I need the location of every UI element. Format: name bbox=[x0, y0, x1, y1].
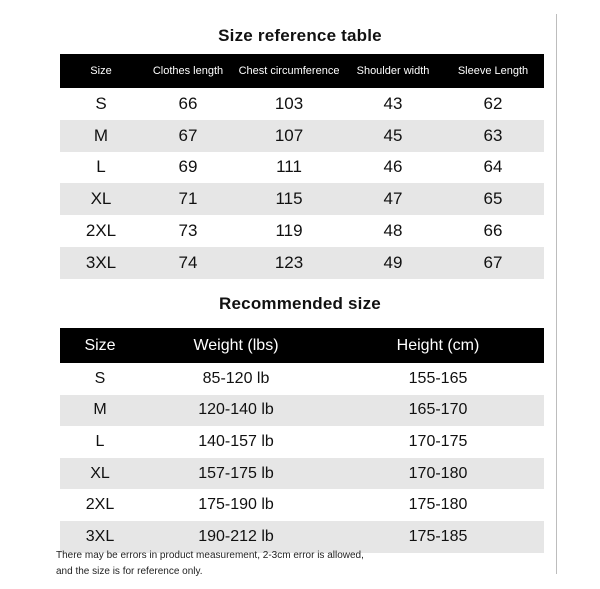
cell-size: L bbox=[60, 426, 140, 458]
header-shoulder-width: Shoulder width bbox=[344, 54, 442, 88]
cell-clothes-length: 66 bbox=[142, 88, 234, 120]
cell-height: 175-185 bbox=[332, 521, 544, 553]
cell-clothes-length: 73 bbox=[142, 215, 234, 247]
table-row bbox=[60, 152, 544, 184]
header-sleeve-length: Sleeve Length bbox=[442, 54, 544, 88]
cell-size: S bbox=[60, 363, 140, 395]
cell-chest: 103 bbox=[234, 88, 344, 120]
cell-shoulder: 49 bbox=[344, 247, 442, 279]
header-weight: Weight (lbs) bbox=[140, 328, 332, 363]
cell-size: 3XL bbox=[60, 247, 142, 279]
cell-weight: 175-190 lb bbox=[140, 489, 332, 521]
cell-clothes-length: 71 bbox=[142, 183, 234, 215]
table-row bbox=[60, 247, 544, 279]
reference-table-title: Size reference table bbox=[218, 26, 382, 45]
cell-clothes-length: 69 bbox=[142, 152, 234, 184]
cell-chest: 119 bbox=[234, 215, 344, 247]
disclaimer-line-2: and the size is for reference only. bbox=[56, 566, 203, 577]
cell-size: XL bbox=[60, 183, 142, 215]
cell-sleeve: 62 bbox=[442, 88, 544, 120]
cell-height: 155-165 bbox=[332, 363, 544, 395]
cell-sleeve: 64 bbox=[442, 152, 544, 184]
size-reference-table bbox=[60, 54, 544, 279]
cell-shoulder: 43 bbox=[344, 88, 442, 120]
cell-chest: 123 bbox=[234, 247, 344, 279]
cell-clothes-length: 74 bbox=[142, 247, 234, 279]
cell-weight: 190-212 lb bbox=[140, 521, 332, 553]
table-row bbox=[60, 395, 544, 427]
cell-height: 165-170 bbox=[332, 395, 544, 427]
table-row bbox=[60, 489, 544, 521]
cell-sleeve: 67 bbox=[442, 247, 544, 279]
header-size: Size bbox=[60, 328, 140, 363]
recommended-table-title: Recommended size bbox=[219, 294, 381, 313]
cell-chest: 107 bbox=[234, 120, 344, 152]
cell-shoulder: 45 bbox=[344, 120, 442, 152]
cell-height: 170-175 bbox=[332, 426, 544, 458]
cell-size: 2XL bbox=[60, 489, 140, 521]
cell-size: 2XL bbox=[60, 215, 142, 247]
header-size: Size bbox=[60, 54, 142, 88]
cell-weight: 120-140 lb bbox=[140, 395, 332, 427]
cell-sleeve: 66 bbox=[442, 215, 544, 247]
cell-sleeve: 63 bbox=[442, 120, 544, 152]
table-row bbox=[60, 426, 544, 458]
recommended-size-table bbox=[60, 328, 544, 553]
cell-shoulder: 47 bbox=[344, 183, 442, 215]
cell-weight: 140-157 lb bbox=[140, 426, 332, 458]
cell-size: 3XL bbox=[60, 521, 140, 553]
measurement-disclaimer bbox=[56, 548, 556, 580]
cell-size: M bbox=[60, 395, 140, 427]
cell-shoulder: 46 bbox=[344, 152, 442, 184]
header-clothes-length: Clothes length bbox=[142, 54, 234, 88]
cell-size: XL bbox=[60, 458, 140, 490]
disclaimer-line-1: There may be errors in product measurement, 2-3cm error is allowed, bbox=[56, 550, 364, 561]
cell-clothes-length: 67 bbox=[142, 120, 234, 152]
cell-size: M bbox=[60, 120, 142, 152]
table-row bbox=[60, 120, 544, 152]
cell-chest: 111 bbox=[234, 152, 344, 184]
table-row bbox=[60, 458, 544, 490]
cell-weight: 157-175 lb bbox=[140, 458, 332, 490]
table-row bbox=[60, 183, 544, 215]
cell-weight: 85-120 lb bbox=[140, 363, 332, 395]
table-row bbox=[60, 363, 544, 395]
cell-height: 170-180 bbox=[332, 458, 544, 490]
table-header-row bbox=[60, 54, 544, 88]
cell-size: L bbox=[60, 152, 142, 184]
table-row bbox=[60, 88, 544, 120]
header-chest-circumference: Chest circumference bbox=[234, 54, 344, 88]
table-row bbox=[60, 215, 544, 247]
cell-shoulder: 48 bbox=[344, 215, 442, 247]
cell-size: S bbox=[60, 88, 142, 120]
header-height: Height (cm) bbox=[332, 328, 544, 363]
cell-chest: 115 bbox=[234, 183, 344, 215]
cell-sleeve: 65 bbox=[442, 183, 544, 215]
table-header-row bbox=[60, 328, 544, 363]
cell-height: 175-180 bbox=[332, 489, 544, 521]
